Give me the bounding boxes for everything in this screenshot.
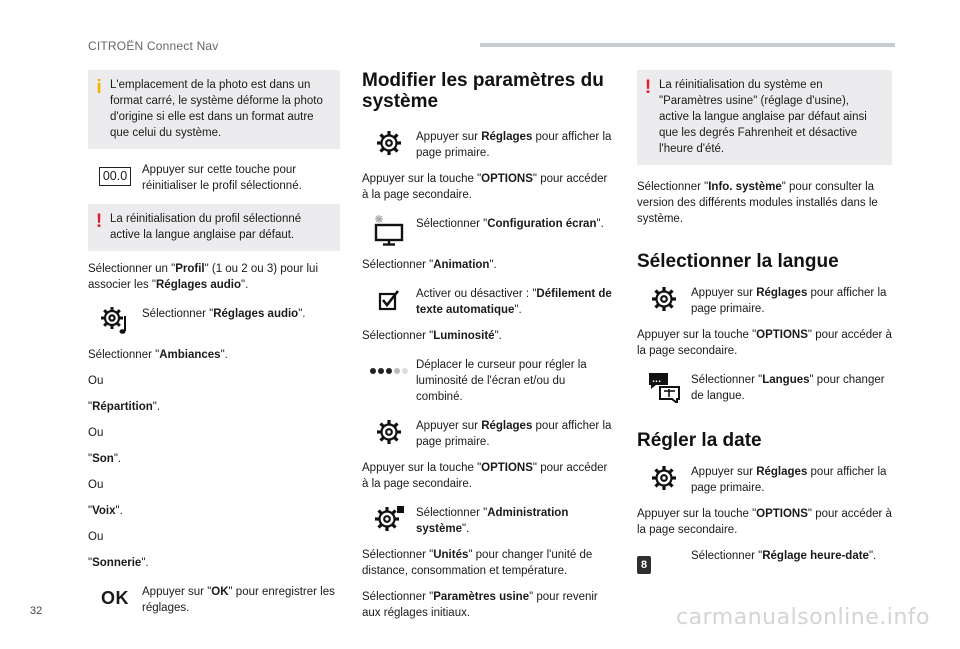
settings-row-2 xyxy=(362,415,614,450)
reset-key-text: Appuyer sur cette touche pour réinitialiser le profil sélectionné. xyxy=(142,164,302,192)
or-text: Ou xyxy=(88,375,104,387)
animation-text: Sélectionner "Animation". xyxy=(362,259,497,271)
date-options-text: Appuyer sur la touche "OPTIONS" pour accéder à la page secondaire. xyxy=(637,508,892,536)
lang-options-text: Appuyer sur la touche "OPTIONS" pour accéder à la page secondaire. xyxy=(637,329,892,357)
system-info-text: Sélectionner "Info. système" pour consulter la version des différents modules installés dans le système. xyxy=(637,181,878,225)
gear-icon xyxy=(362,415,416,449)
number-badge-icon xyxy=(637,548,691,582)
brightness-row xyxy=(362,354,614,405)
or-text: Ou xyxy=(88,427,104,439)
scroll-text-text: Activer ou désactiver : "Défilement de texte automatique". xyxy=(416,288,612,316)
ambiances-text: Sélectionner "Ambiances". xyxy=(88,349,228,361)
repartition-text: "Répartition". xyxy=(88,401,161,413)
screen-config-text: Sélectionner "Configuration écran". xyxy=(416,218,604,230)
options-text: Appuyer sur la touche "OPTIONS" pour accéder à la page secondaire. xyxy=(362,173,608,201)
lang-settings-row xyxy=(637,282,892,317)
gear-icon xyxy=(362,126,416,160)
screen-config-row xyxy=(362,213,614,247)
warning-mark-icon: ! xyxy=(95,211,103,232)
brightness-row-text: Déplacer le curseur pour régler la luminosité de l'écran et/ou du combiné. xyxy=(416,359,587,403)
header-title: CITROËN Connect Nav xyxy=(88,39,219,53)
ok-text: Appuyer sur "OK" pour enregistrer les réglages. xyxy=(142,586,335,614)
date-settings-text: Appuyer sur Réglages pour afficher la page primaire. xyxy=(691,466,887,494)
reset-profile-row xyxy=(88,159,340,194)
sonnerie-text: "Sonnerie". xyxy=(88,557,149,569)
section-heading-language: Sélectionner la langue xyxy=(637,251,839,272)
units-text: Sélectionner "Unités" pour changer l'unité de distance, consommation et température. xyxy=(362,549,593,577)
settings-row xyxy=(362,126,614,161)
gear-chip-icon xyxy=(362,502,416,536)
header-bar xyxy=(480,43,895,47)
or-text: Ou xyxy=(88,479,104,491)
time-date-text: Sélectionner "Réglage heure-date". xyxy=(691,550,877,562)
brightness-text: Sélectionner "Luminosité". xyxy=(362,330,502,342)
section-heading-date: Régler la date xyxy=(637,430,762,451)
warning-factory-text: La réinitialisation du système en "Paramètres usine" (réglage d'usine), active la langue anglaise par défaut ainsi que les degrés Fahrenheit et désactive l'heure d'été. xyxy=(659,79,867,155)
reset-key-label: 00.0 xyxy=(99,167,131,186)
lang-settings-text: Appuyer sur Réglages pour afficher la page primaire. xyxy=(691,287,887,315)
or-text: Ou xyxy=(88,531,104,543)
time-date-row xyxy=(637,548,892,582)
settings-text-2: Appuyer sur Réglages pour afficher la page primaire. xyxy=(416,420,612,448)
gear-icon xyxy=(637,282,691,316)
info-mark-icon: i xyxy=(96,77,102,98)
system-admin-text: Sélectionner "Administration système". xyxy=(416,507,569,535)
number-badge: 8 xyxy=(637,556,651,574)
languages-text: Sélectionner "Langues" pour changer de langue. xyxy=(691,374,885,402)
select-profile-text: Sélectionner un "Profil" (1 ou 2 ou 3) pour lui associer les "Réglages audio". xyxy=(88,263,318,291)
ok-key-label: OK xyxy=(101,588,129,608)
audio-settings-row xyxy=(88,303,340,337)
reset-key-icon xyxy=(88,159,142,193)
column-middle xyxy=(362,70,614,631)
son-text: "Son". xyxy=(88,453,122,465)
watermark: carmanualsonline.info xyxy=(676,605,930,630)
warning-note-text: La réinitialisation du profil sélectionné active la langue anglaise par défaut. xyxy=(110,213,302,241)
language-icon xyxy=(637,369,691,403)
warning-note-factory xyxy=(637,70,892,165)
audio-settings-text: Sélectionner "Réglages audio". xyxy=(142,308,306,320)
screen-icon xyxy=(362,213,416,247)
info-note-text: L'emplacement de la photo est dans un format carré, le système déforme la photo d'origine si elle est dans un format autre que celui du système. xyxy=(110,79,323,139)
warning-mark-icon: ! xyxy=(644,77,652,98)
languages-row xyxy=(637,369,892,404)
settings-text: Appuyer sur Réglages pour afficher la page primaire. xyxy=(416,131,612,159)
gear-icon xyxy=(637,461,691,495)
info-note xyxy=(88,70,340,149)
ok-key-icon xyxy=(88,581,142,615)
scroll-text-row xyxy=(362,283,614,318)
column-left xyxy=(88,70,340,626)
gear-note-icon xyxy=(88,303,142,337)
svg-text:...: ... xyxy=(652,375,662,384)
voix-text: "Voix". xyxy=(88,505,123,517)
ok-row xyxy=(88,581,340,616)
factory-settings-text: Sélectionner "Paramètres usine" pour revenir aux réglages initiaux. xyxy=(362,591,598,619)
checkbox-icon xyxy=(362,283,416,317)
date-settings-row xyxy=(637,461,892,496)
brightness-dots-icon xyxy=(362,354,416,388)
options-text-2: Appuyer sur la touche "OPTIONS" pour accéder à la page secondaire. xyxy=(362,462,608,490)
warning-note xyxy=(88,204,340,251)
page-number: 32 xyxy=(30,605,43,617)
section-heading-system: Modifier les paramètres du système xyxy=(362,70,604,112)
system-admin-row xyxy=(362,502,614,537)
column-right xyxy=(637,70,892,592)
